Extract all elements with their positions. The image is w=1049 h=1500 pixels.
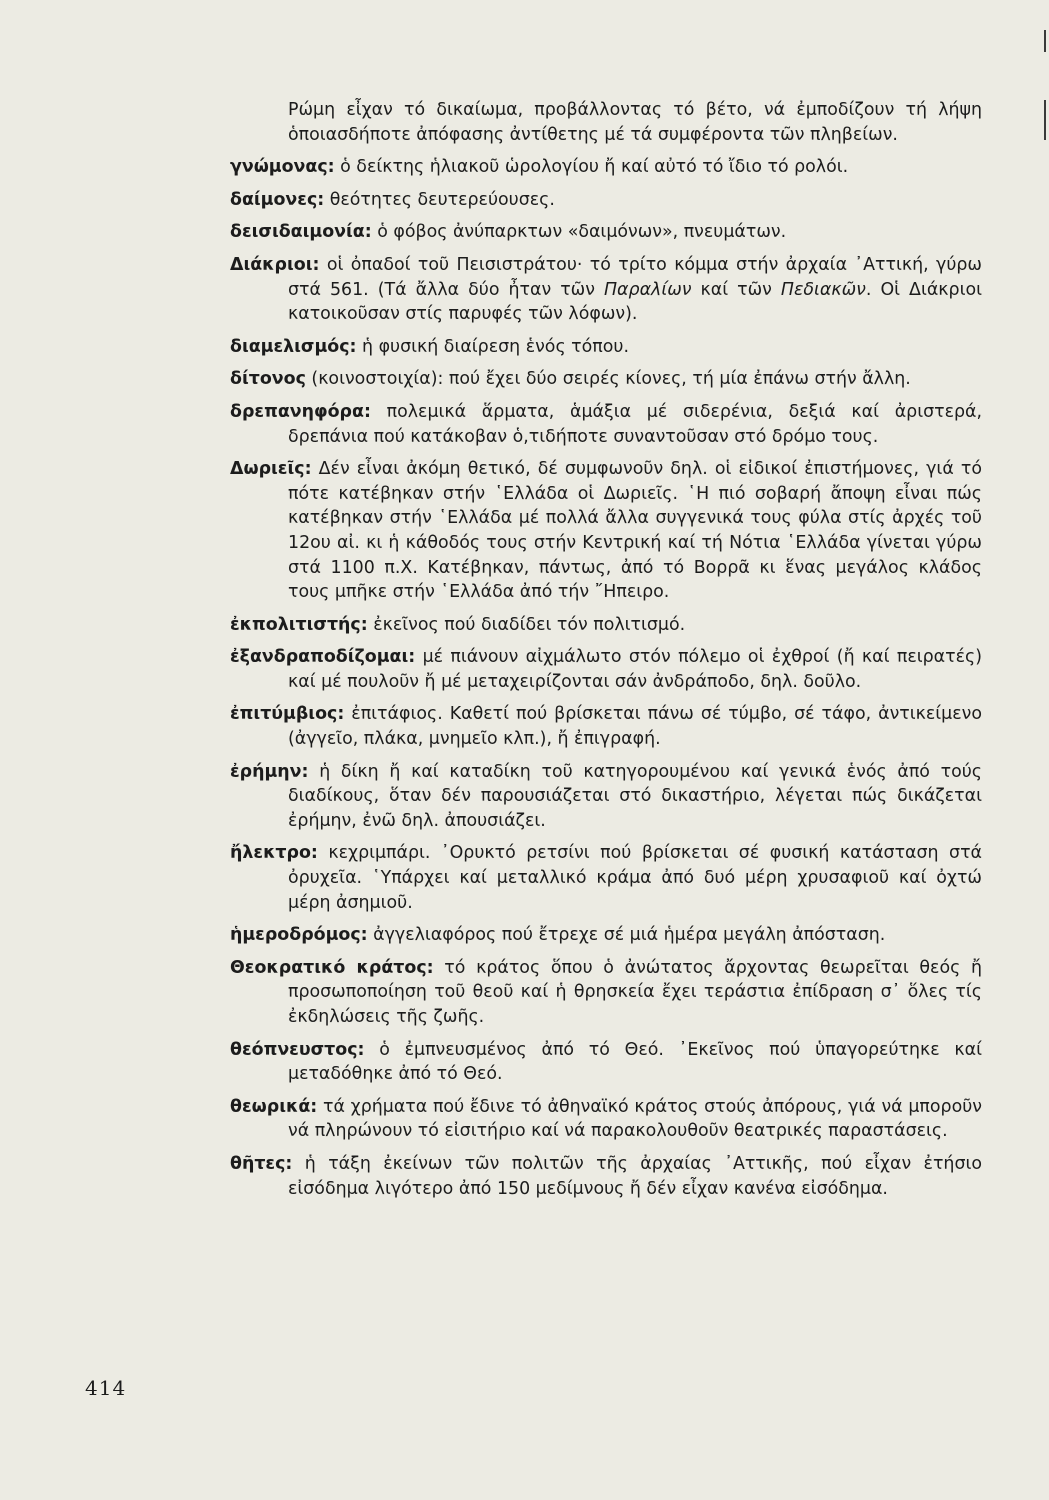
glossary-entry: [230, 457, 982, 605]
entry-term: ἐκπολιτιστής:: [230, 614, 368, 635]
entry-term: δίτονος: [230, 369, 306, 390]
entry-definition: ὁ φόβος ἀνύπαρκτων «δαιμόνων», πνευμάτων.: [377, 222, 787, 243]
glossary-entry: [230, 760, 982, 834]
entry-definition: (κοινοστοιχία): πού ἔχει δύο σειρές κίονες, τή μία ἐπάνω στήν ἄλλη.: [305, 369, 911, 390]
entry-definition: θεότητες δευτερεύουσες.: [329, 189, 555, 210]
entry-definition: κεχριμπάρι. ᾿Ορυκτό ρετσίνι πού βρίσκεται σέ φυσική κατάσταση στά ὀρυχεῖα. ῾Υπάρχει καί μεταλλικό κράμα ἀπό δυό μέρη χρυσαφιοῦ καί ὀχτώ μέρη ἀσημιοῦ.: [288, 843, 982, 913]
glossary-entry: [230, 155, 982, 180]
entry-term: ἐπιτύμβιος:: [230, 704, 345, 725]
glossary-entry: [230, 645, 982, 694]
entry-definition: ἡ δίκη ἤ καί καταδίκη τοῦ κατηγορουμένου καί γενικά ἑνός ἀπό τούς διαδίκους, ὅταν δέν παρουσιάζεται στό δικαστήριο, λέγεται πώς δικάζεται ἐρήμην, ἐνῶ δηλ. ἀπουσιάζει.: [288, 761, 982, 831]
entry-term: γνώμονας:: [230, 157, 335, 178]
entry-definition: τό κράτος ὅπου ὁ ἀνώτατος ἄρχοντας θεωρεῖται θεός ἤ προσωποποίηση τοῦ θεοῦ καί ἡ θρησκεία ἔχει τεράστια ἐπίδραση σ᾿ ὅλες τίς ἐκδηλώσεις τῆς ζωῆς.: [288, 957, 983, 1027]
continuation-text: Ρώμη εἶχαν τό δικαίωμα, προβάλλοντας τό βέτο, νά ἐμποδίζουν τή λήψη ὁποιασδήποτε ἀπόφασης ἀντίθετης μέ τά συμφέροντα τῶν πληβείων.: [288, 100, 982, 145]
entry-term: ἐρήμην:: [230, 761, 309, 782]
entry-term: διαμελισμός:: [230, 336, 357, 357]
entry-term: ἐξανδραποδίζομαι:: [230, 647, 416, 668]
glossary-entry: [230, 335, 982, 360]
entry-term: Δωριεῖς:: [230, 459, 312, 480]
entry-term: δεισιδαιμονία:: [230, 222, 372, 243]
entry-italic-term: Παραλίων: [603, 279, 692, 300]
glossary-entry: [230, 400, 982, 449]
entry-definition: ἐκεῖνος πού διαδίδει τόν πολιτισμό.: [373, 614, 686, 635]
entry-definition: ἡ φυσική διαίρεση ἑνός τόπου.: [362, 336, 629, 357]
entry-term: Διάκριοι:: [230, 254, 320, 275]
glossary-entry: [230, 923, 982, 948]
entry-term: ἡμεροδρόμος:: [230, 925, 368, 946]
entry-term: ἤλεκτρο:: [230, 843, 318, 864]
entry-definition: ὁ ἐμπνευσμένος ἀπό τό Θεό. ᾿Εκεῖνος πού ὑπαγορεύτηκε καί μεταδόθηκε ἀπό τό Θεό.: [288, 1039, 982, 1085]
glossary-entry: [230, 367, 982, 392]
entry-term: θεωρικά:: [230, 1096, 318, 1117]
glossary-entry: [230, 1095, 982, 1144]
page-edge-mark: [1044, 100, 1046, 140]
entry-definition: τά χρήματα πού ἔδινε τό ἀθηναϊκό κράτος στούς ἀπόρους, γιά νά μποροῦν νά πληρώνουν τό εἰσιτήριο καί νά παρακολουθοῦν θεατρικές παραστάσεις.: [288, 1096, 982, 1142]
entry-definition: μέ πιάνουν αἰχμάλωτο στόν πόλεμο οἱ ἐχθροί (ἤ καί πειρατές) καί μέ πουλοῦν ἤ μέ μεταχειρίζονται σάν ἀνδράποδο, δηλ. δοῦλο.: [288, 647, 982, 692]
entry-definition: οἱ ὀπαδοί τοῦ Πεισιστράτου· τό τρίτο κόμμα στήν ἀρχαία ᾿Αττική, γύρω στά 561. (Τά ἄλλα δύο ἦταν τῶν: [288, 254, 982, 300]
entry-term: Θεοκρατικό κράτος:: [230, 957, 434, 978]
continuation-paragraph: [230, 98, 982, 147]
glossary-entry: [230, 613, 982, 638]
entry-definition: Δέν εἶναι ἀκόμη θετικό, δέ συμφωνοῦν δηλ. οἱ εἰδικοί ἐπιστήμονες, γιά τό πότε κατέβηκαν στήν ῾Ελλάδα οἱ Δωριεῖς. ῾Η πιό σοβαρή ἄποψη εἶναι πώς κατέβηκαν στήν ῾Ελλάδα μέ πολλά ἄλλα συγγενικά τους φύλα στίς ἀρχές τοῦ 12ου αἰ. κι ἡ κάθοδός τους στήν Κεντρική καί τή Νότια ῾Ελλάδα γίνεται γύρω στά 1100 π.Χ. Κατέβηκαν, πάντως, ἀπό τό Βορρᾶ κι ἕνας μεγάλος κλάδος τους μπῆκε στήν ῾Ελλάδα ἀπό τήν ῎Ηπειρο.: [288, 459, 983, 603]
glossary-text: [230, 98, 982, 1209]
glossary-entry: [230, 956, 982, 1030]
glossary-entry: [230, 220, 982, 245]
page-edge-mark: [1044, 30, 1046, 52]
entry-definition-mid: καί τῶν: [691, 279, 781, 300]
glossary-entry: [230, 702, 982, 751]
entry-definition: ἀγγελιαφόρος πού ἔτρεχε σέ μιά ἡμέρα μεγάλη ἀπόσταση.: [373, 925, 886, 946]
entry-italic-term: Πεδιακῶν: [780, 279, 866, 300]
entry-term: δρεπανηφόρα:: [230, 401, 371, 422]
glossary-entry: [230, 1038, 982, 1087]
glossary-entry: [230, 841, 982, 915]
entry-definition: ἐπιτάφιος. Καθετί πού βρίσκεται πάνω σέ τύμβο, σέ τάφο, ἀντικείμενο (ἀγγεῖο, πλάκα, μνημεῖο κλπ.), ἤ ἐπιγραφή.: [288, 704, 982, 750]
entry-definition: πολεμικά ἅρματα, ἁμάξια μέ σιδερένια, δεξιά καί ἀριστερά, δρεπάνια πού κατάκοβαν ὁ,τιδήποτε συναντοῦσαν στό δρόμο τους.: [288, 401, 983, 447]
glossary-entry: [230, 1152, 982, 1201]
entry-term: δαίμονες:: [230, 189, 325, 210]
entry-term: θεόπνευστος:: [230, 1039, 365, 1060]
entry-definition-tail: . Οἱ Διάκριοι κατοικοῦσαν στίς παρυφές τῶν λόφων).: [288, 279, 982, 325]
entry-definition: ὁ δείκτης ἡλιακοῦ ὡρολογίου ἤ καί αὐτό τό ἴδιο τό ρολόι.: [340, 157, 849, 178]
entry-term: θῆτες:: [230, 1153, 293, 1174]
glossary-entry: [230, 188, 982, 213]
entry-definition: ἡ τάξη ἐκείνων τῶν πολιτῶν τῆς ἀρχαίας ᾿Αττικῆς, πού εἶχαν ἐτήσιο εἰσόδημα λιγότερο ἀπό 150 μεδίμνους ἤ δέν εἶχαν κανένα εἰσόδημα.: [288, 1153, 982, 1199]
glossary-entry: [230, 253, 982, 327]
page-number: 414: [85, 1376, 127, 1400]
